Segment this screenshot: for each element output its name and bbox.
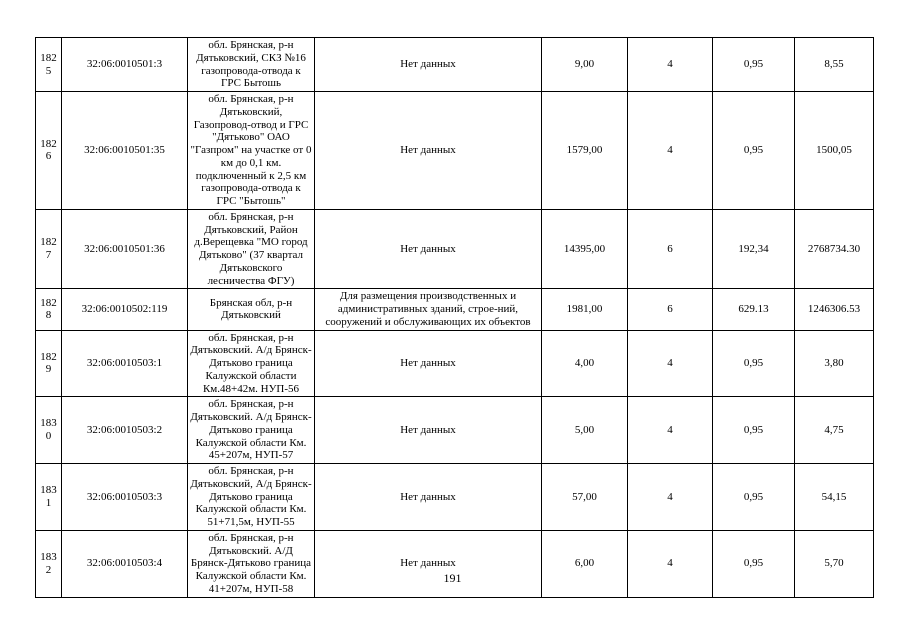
cadastral-number-cell: 32:06:0010503:1 [62,330,188,397]
rate-cell: 0,95 [713,530,795,597]
location-cell: Брянская обл, р-н Дятьковский [188,289,315,330]
code-cell: 4 [628,92,713,210]
permitted-use-cell: Нет данных [315,397,542,464]
total-cell: 3,80 [795,330,874,397]
total-cell: 8,55 [795,38,874,92]
table-row [36,38,874,92]
area-cell: 4,00 [542,330,628,397]
code-cell: 6 [628,289,713,330]
permitted-use-cell: Нет данных [315,38,542,92]
location-cell: обл. Брянская, р-н Дятьковский. А/д Брянск-Дятьково граница Калужской области Км.48+42м. НУП-56 [188,330,315,397]
code-cell: 4 [628,464,713,531]
total-cell: 1246306.53 [795,289,874,330]
code-cell: 4 [628,330,713,397]
cadastral-number-cell: 32:06:0010501:35 [62,92,188,210]
rate-cell: 0,95 [713,397,795,464]
location-cell: обл. Брянская, р-н Дятьковский. А/д Брянск-Дятьково граница Калужской области Км. 45+207м, НУП-57 [188,397,315,464]
area-cell: 57,00 [542,464,628,531]
total-cell: 54,15 [795,464,874,531]
permitted-use-cell: Нет данных [315,209,542,289]
area-cell: 5,00 [542,397,628,464]
location-cell: обл. Брянская, р-н Дятьковский, Газопровод-отвод и ГРС "Дятьково" ОАО "Газпром" на участке от 0 км до 0,1 км. подключенный к 2,5 км газопровода-отвода к ГРС "Бытошь" [188,92,315,210]
cadastral-number-cell: 32:06:0010503:4 [62,530,188,597]
table-row [36,209,874,289]
cadastral-number-cell: 32:06:0010501:36 [62,209,188,289]
cadastral-number-cell: 32:06:0010501:3 [62,38,188,92]
table-row [36,330,874,397]
land-parcels-table [35,37,874,598]
rate-cell: 0,95 [713,92,795,210]
row-number-cell: 1825 [36,38,62,92]
table-row [36,289,874,330]
total-cell: 5,70 [795,530,874,597]
code-cell: 6 [628,209,713,289]
permitted-use-cell: Нет данных [315,464,542,531]
total-cell: 1500,05 [795,92,874,210]
area-cell: 6,00 [542,530,628,597]
total-cell: 4,75 [795,397,874,464]
area-cell: 1579,00 [542,92,628,210]
total-cell: 2768734.30 [795,209,874,289]
code-cell: 4 [628,530,713,597]
row-number-cell: 1828 [36,289,62,330]
location-cell: обл. Брянская, р-н Дятьковский, СКЗ №16 газопровода-отвода к ГРС Бытошь [188,38,315,92]
permitted-use-cell: Нет данных [315,92,542,210]
area-cell: 1981,00 [542,289,628,330]
rate-cell: 0,95 [713,330,795,397]
permitted-use-cell: Нет данных [315,530,542,597]
rate-cell: 629.13 [713,289,795,330]
rate-cell: 192,34 [713,209,795,289]
rate-cell: 0,95 [713,38,795,92]
cadastral-number-cell: 32:06:0010503:3 [62,464,188,531]
rate-cell: 0,95 [713,464,795,531]
table-row [36,92,874,210]
row-number-cell: 1826 [36,92,62,210]
page-number: 191 [443,571,462,585]
code-cell: 4 [628,38,713,92]
location-cell: обл. Брянская, р-н Дятьковский, А/д Брянск-Дятьково граница Калужской области Км. 51+71,5м, НУП-55 [188,464,315,531]
cadastral-number-cell: 32:06:0010503:2 [62,397,188,464]
row-number-cell: 1831 [36,464,62,531]
area-cell: 14395,00 [542,209,628,289]
location-cell: обл. Брянская, р-н Дятьковский. А/Д Брянск-Дятьково граница Калужской области Км. 41+207м, НУП-58 [188,530,315,597]
table-row [36,397,874,464]
row-number-cell: 1827 [36,209,62,289]
location-cell: обл. Брянская, р-н Дятьковский, Район д.Верещевка "МО город Дятьково" (37 квартал Дятьковского лесничества ФГУ) [188,209,315,289]
permitted-use-cell: Для размещения производственных и административных зданий, строе-ний, сооружений и обслуживающих их объектов [315,289,542,330]
row-number-cell: 1829 [36,330,62,397]
area-cell: 9,00 [542,38,628,92]
row-number-cell: 1830 [36,397,62,464]
table-row [36,530,874,597]
permitted-use-cell: Нет данных [315,330,542,397]
row-number-cell: 1832 [36,530,62,597]
code-cell: 4 [628,397,713,464]
cadastral-number-cell: 32:06:0010502:119 [62,289,188,330]
table-row [36,464,874,531]
